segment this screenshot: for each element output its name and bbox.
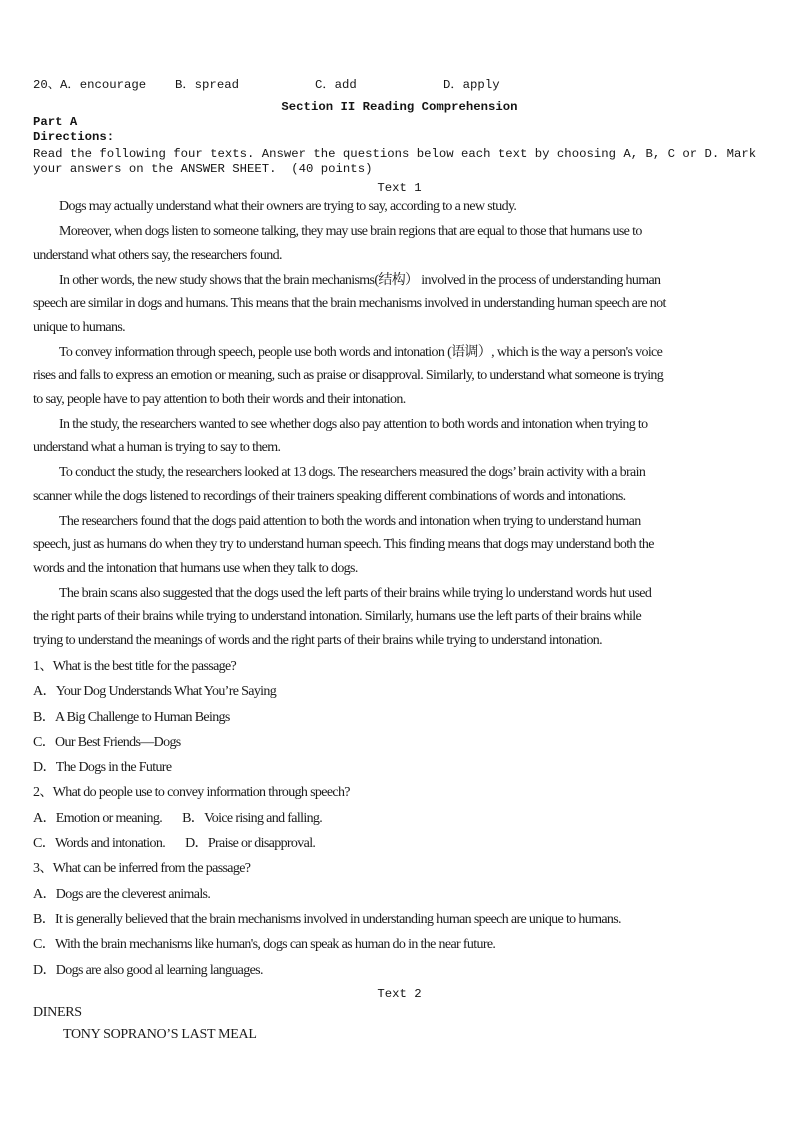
passage-line: understand what a human is trying to say to them.: [33, 440, 281, 455]
passage-line: In other words, the new study shows that the brain mechanisms(结构） involved in the process of understanding human: [59, 272, 661, 288]
passage-line: To convey information through speech, people use both words and intonation (语调）, which is the way a person's voice: [59, 344, 663, 360]
section-title: Section II Reading Comprehension: [281, 100, 518, 114]
option-text: A．Your Dog Understands What You’re Saying: [33, 684, 277, 700]
question-prompt: 3、What can be inferred from the passage?: [33, 861, 251, 877]
passage-line: speech, just as humans do when they try to understand human speech. This finding means that dogs may understand both the: [33, 537, 654, 552]
passage-line: to say, people have to pay attention to both their words and their intonation.: [33, 391, 406, 407]
passage-paragraph: [33, 220, 766, 267]
cloze-option-cell: 20、A．encourage: [33, 78, 147, 92]
option-text: C．Words and intonation.: [33, 836, 166, 852]
question-prompt: 2、What do people use to convey information through speech?: [33, 785, 350, 801]
text2-title: Text 2: [377, 986, 422, 1001]
passage-paragraph: [33, 413, 766, 460]
text1-passage: [33, 195, 766, 652]
option-text: B．Voice rising and falling.: [182, 810, 323, 826]
passage-line: trying to understand the meanings of words and the right parts of their brains while trying to understand intonation.: [33, 632, 602, 648]
option-line: [33, 932, 766, 957]
text1-title: Text 1: [377, 181, 422, 195]
question-20-row: [33, 78, 766, 93]
passage-paragraph: [33, 461, 766, 508]
passage-line: In the study, the researchers wanted to see whether dogs also pay attention to both words and intonation when trying to: [59, 416, 648, 432]
option-line: [33, 907, 766, 932]
part-a-label: Part A: [33, 115, 78, 129]
text2-heading: DINERS: [33, 1004, 82, 1020]
passage-line: understand what others say, the researchers found.: [33, 247, 282, 263]
option-line: [33, 705, 766, 730]
option-text: A．Emotion or meaning.: [33, 810, 163, 826]
passage-line: The brain scans also suggested that the dogs used the left parts of their brains while trying lo understand words hut used: [59, 585, 652, 601]
passage-line: rises and falls to express an emotion or meaning, such as praise or disapproval. Similarly, to understand what someone is trying: [33, 368, 664, 383]
passage-line: To conduct the study, the researchers looked at 13 dogs. The researchers measured the dogs’ brain activity with a brain: [59, 465, 646, 480]
passage-line: words and the intonation that humans use when they talk to dogs.: [33, 560, 358, 576]
passage-line: the right parts of their brains while trying to understand intonation. Similarly, humans use the left parts of their brains while: [33, 609, 642, 624]
option-line: [33, 882, 766, 907]
option-line: [33, 755, 766, 780]
text2-subheading: TONY SOPRANO’S LAST MEAL: [63, 1026, 257, 1042]
option-text: C．Our Best Friends—Dogs: [33, 734, 181, 750]
option-line: [33, 730, 766, 755]
passage-paragraph: [33, 195, 766, 219]
option-text: C．With the brain mechanisms like human's, dogs can speak as human do in the near future.: [33, 937, 496, 953]
text1-questions: [33, 654, 766, 983]
option-line: [33, 958, 766, 983]
cloze-option-cell: D．apply: [443, 78, 500, 92]
question-prompt: 1、What is the best title for the passage?: [33, 659, 237, 674]
passage-line: Moreover, when dogs listen to someone talking, they may use brain regions that are equal to those that humans use to: [59, 224, 642, 239]
passage-line: speech are similar in dogs and humans. This means that the brain mechanisms involved in understanding human speech are not: [33, 296, 666, 311]
option-line: [33, 806, 766, 831]
passage-line: The researchers found that the dogs paid attention to both the words and intonation when trying to understand human: [59, 513, 641, 529]
passage-paragraph: [33, 510, 766, 581]
option-text: D．The Dogs in the Future: [33, 760, 172, 776]
passage-paragraph: [33, 341, 766, 412]
passage-paragraph: [33, 269, 766, 340]
cloze-option-cell: C．add: [315, 78, 357, 92]
directions-text: [33, 147, 766, 177]
directions-line: your answers on the ANSWER SHEET. (40 points): [33, 162, 373, 176]
option-text: B．It is generally believed that the brain mechanisms involved in understanding human speech are unique to humans.: [33, 911, 621, 927]
option-text: B．A Big Challenge to Human Beings: [33, 709, 230, 725]
directions-line: Read the following four texts. Answer the questions below each text by choosing A, B, C or D. Mark: [33, 147, 757, 161]
option-text: A．Dogs are the cleverest animals.: [33, 886, 211, 902]
option-line: [33, 679, 766, 704]
option-line: [33, 831, 766, 856]
option-text: D．Dogs are also good al learning languages.: [33, 962, 263, 978]
passage-line: scanner while the dogs listened to recordings of their trainers speaking different combinations of words and intonations.: [33, 488, 626, 504]
passage-line: Dogs may actually understand what their owners are trying to say, according to a new study.: [59, 199, 517, 214]
passage-paragraph: [33, 582, 766, 653]
cloze-option-cell: B．spread: [175, 78, 239, 92]
option-text: D．Praise or disapproval.: [185, 836, 316, 852]
passage-line: unique to humans.: [33, 319, 125, 335]
directions-label: Directions:: [33, 130, 115, 144]
